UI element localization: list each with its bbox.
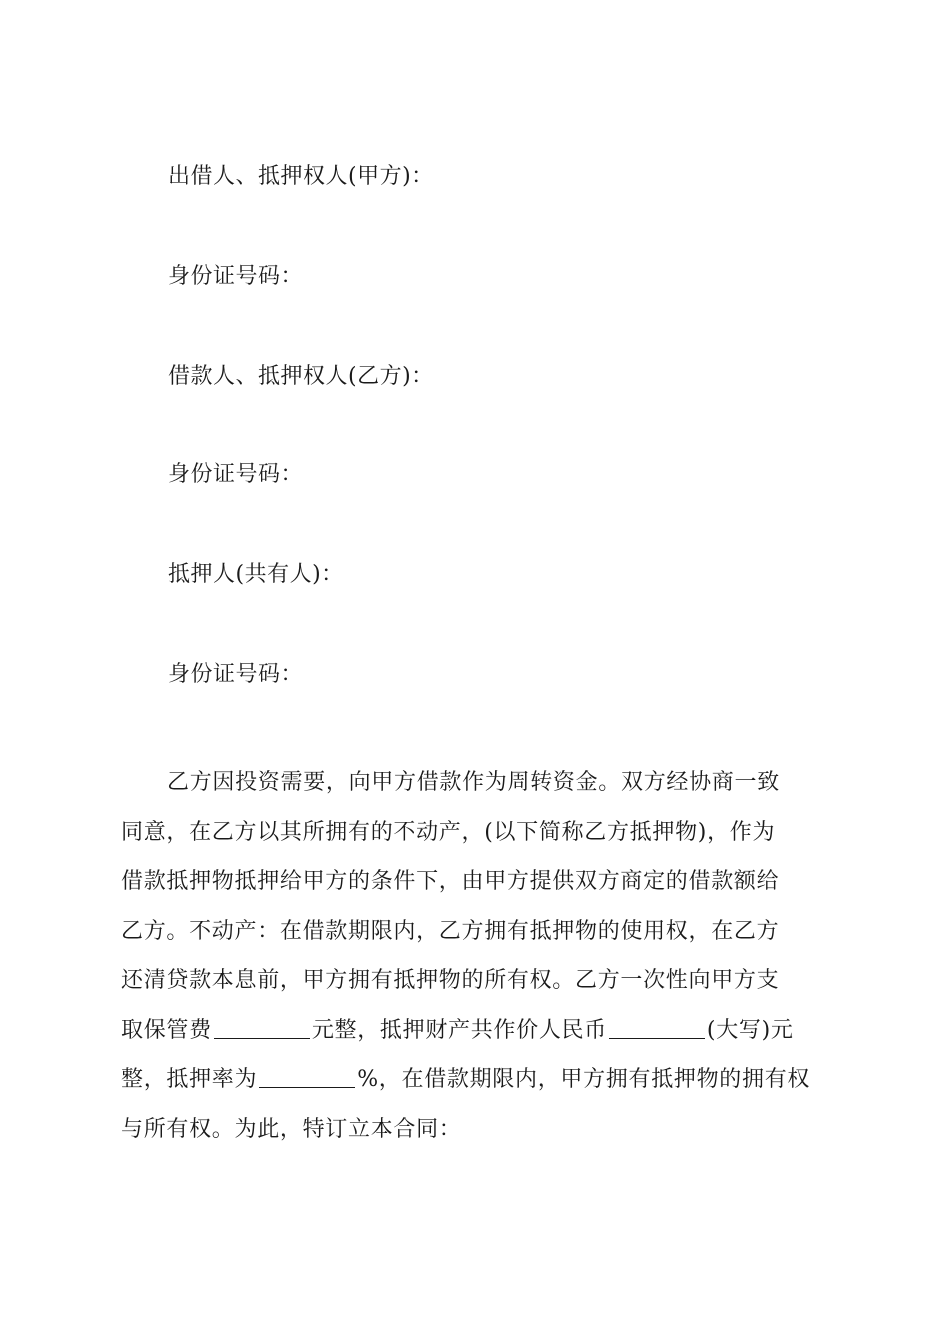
mortgage-rate-blank <box>259 1065 355 1088</box>
lender-id-label: 身份证号码： <box>168 264 304 289</box>
paragraph-text: %，在借款期限内，甲方拥有抵押物的拥有权 <box>357 1067 811 1092</box>
contract-paragraph <box>121 758 833 1154</box>
paragraph-line <box>121 1006 833 1056</box>
borrower-label: 借款人、抵押权人(乙方)： <box>168 364 434 389</box>
paragraph-text: (大写)元 <box>706 1017 794 1043</box>
paragraph-line: 还清贷款本息前，甲方拥有抵押物的所有权。乙方一次性向甲方支 <box>121 968 780 993</box>
paragraph-line: 借款抵押物抵押给甲方的条件下，由甲方提供双方商定的借款额给 <box>121 869 780 894</box>
paragraph-line: 同意，在乙方以其所拥有的不动产，(以下简称乙方抵押物)，作为 <box>121 819 776 845</box>
borrower-id-label: 身份证号码： <box>168 462 304 487</box>
mortgagor-id-label: 身份证号码： <box>168 662 304 687</box>
lender-label: 出借人、抵押权人(甲方)： <box>168 164 434 189</box>
paragraph-text: 元整，抵押财产共作价人民币 <box>311 1017 607 1043</box>
paragraph-line <box>121 1055 833 1105</box>
paragraph-text: 整，抵押率为 <box>121 1067 258 1092</box>
paragraph-line: 乙方因投资需要，向甲方借款作为周转资金。双方经协商一致 <box>167 770 780 795</box>
paragraph-line: 与所有权。为此，特订立本合同： <box>121 1116 462 1142</box>
mortgagor-label: 抵押人(共有人)： <box>168 562 344 587</box>
valuation-blank <box>609 1016 705 1039</box>
custody-fee-blank <box>214 1016 310 1039</box>
paragraph-text: 取保管费 <box>121 1017 212 1043</box>
paragraph-line: 乙方。不动产：在借款期限内，乙方拥有抵押物的使用权，在乙方 <box>121 918 780 944</box>
